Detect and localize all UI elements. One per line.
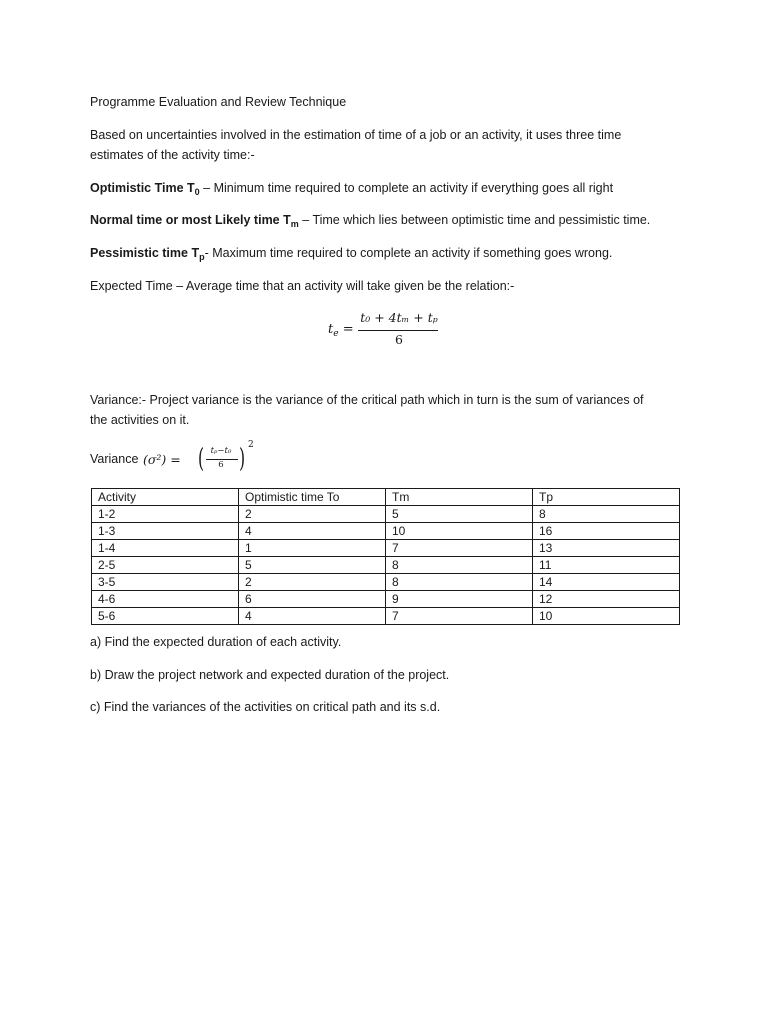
normal-sub: m	[290, 219, 299, 229]
table-row	[92, 574, 680, 591]
table-row	[92, 608, 680, 625]
normal-time-definition	[90, 210, 690, 234]
variance-sigma: (σ²) =	[143, 452, 181, 467]
table-cell: 10	[533, 608, 680, 625]
variance-open-paren: (	[198, 444, 205, 474]
optimistic-term: Optimistic Time T	[90, 181, 195, 195]
formula-denominator: 6	[395, 332, 403, 347]
normal-term: Normal time or most Likely time T	[90, 213, 291, 227]
pessimistic-sub: p	[199, 252, 205, 262]
table-cell: 2	[239, 574, 386, 591]
table-cell: 4	[239, 608, 386, 625]
optimistic-desc: – Minimum time required to complete an activity if everything goes all right	[199, 181, 614, 195]
table-cell: 7	[386, 608, 533, 625]
question-b: b) Draw the project network and expected duration of the project.	[90, 668, 450, 682]
table-cell: 4-6	[92, 591, 239, 608]
variance-power: 2	[248, 440, 254, 450]
page-title: Programme Evaluation and Review Technique	[90, 95, 347, 109]
table-header-cell: Tm	[386, 489, 533, 506]
table-cell: 1-4	[92, 540, 239, 557]
pessimistic-term: Pessimistic time T	[90, 246, 200, 260]
activity-table	[91, 488, 680, 625]
table-cell: 12	[533, 591, 680, 608]
table-cell: 7	[386, 540, 533, 557]
table-row	[92, 557, 680, 574]
table-cell: 1-3	[92, 523, 239, 540]
normal-desc: – Time which lies between optimistic time and pessimistic time.	[298, 213, 651, 227]
formula-lhs-sub: e	[333, 329, 339, 339]
table-cell: 9	[386, 591, 533, 608]
formula-numerator: t₀ + 4tₘ + tₚ	[360, 310, 438, 325]
table-cell: 5-6	[92, 608, 239, 625]
table-cell: 14	[533, 574, 680, 591]
table-cell: 5	[239, 557, 386, 574]
table-cell: 5	[386, 506, 533, 523]
table-cell: 8	[386, 557, 533, 574]
table-header-cell: Activity	[92, 489, 239, 506]
table-cell: 1	[239, 540, 386, 557]
optimistic-sub: 0	[194, 187, 200, 197]
optimistic-time-definition	[90, 178, 690, 202]
table-cell: 11	[533, 557, 680, 574]
variance-numerator: tₚ−t₀	[210, 446, 232, 456]
table-cell: 3-5	[92, 574, 239, 591]
table-header-cell: Tp	[533, 489, 680, 506]
variance-label: Variance	[90, 452, 139, 466]
variance-desc-line-1: Variance:- Project variance is the variance of the critical path which in turn is the sum of variances of	[90, 393, 644, 407]
table-cell: 6	[239, 591, 386, 608]
variance-close-paren: )	[239, 444, 246, 474]
table-row	[92, 523, 680, 540]
table-cell: 1-2	[92, 506, 239, 523]
formula-lhs-t: t	[328, 322, 334, 337]
table-cell: 8	[533, 506, 680, 523]
formula-fraction-bar	[358, 330, 438, 331]
table-row	[92, 506, 680, 523]
table-row	[92, 540, 680, 557]
expected-time-formula	[328, 310, 448, 350]
table-cell: 10	[386, 523, 533, 540]
table-header-cell: Optimistic time To	[239, 489, 386, 506]
intro-line-2: estimates of the activity time:-	[90, 148, 255, 162]
expected-time-text: Expected Time – Average time that an activity will take given be the relation:-	[90, 279, 515, 293]
question-c: c) Find the variances of the activities on critical path and its s.d.	[90, 700, 441, 714]
intro-line-1: Based on uncertainties involved in the estimation of time of a job or an activity, it uses three time	[90, 128, 622, 142]
question-a: a) Find the expected duration of each activity.	[90, 635, 342, 649]
formula-equals: =	[342, 322, 354, 337]
table-cell: 4	[239, 523, 386, 540]
table-row	[92, 591, 680, 608]
table-header-row	[92, 489, 680, 506]
table-cell: 16	[533, 523, 680, 540]
table-cell: 2-5	[92, 557, 239, 574]
pessimistic-time-definition	[90, 243, 690, 267]
table-cell: 13	[533, 540, 680, 557]
variance-desc-line-2: the activities on it.	[90, 413, 190, 427]
formula-lhs	[328, 322, 354, 339]
variance-denominator: 6	[218, 460, 224, 470]
pessimistic-desc: - Maximum time required to complete an activity if something goes wrong.	[204, 246, 613, 260]
table-cell: 8	[386, 574, 533, 591]
table-cell: 2	[239, 506, 386, 523]
